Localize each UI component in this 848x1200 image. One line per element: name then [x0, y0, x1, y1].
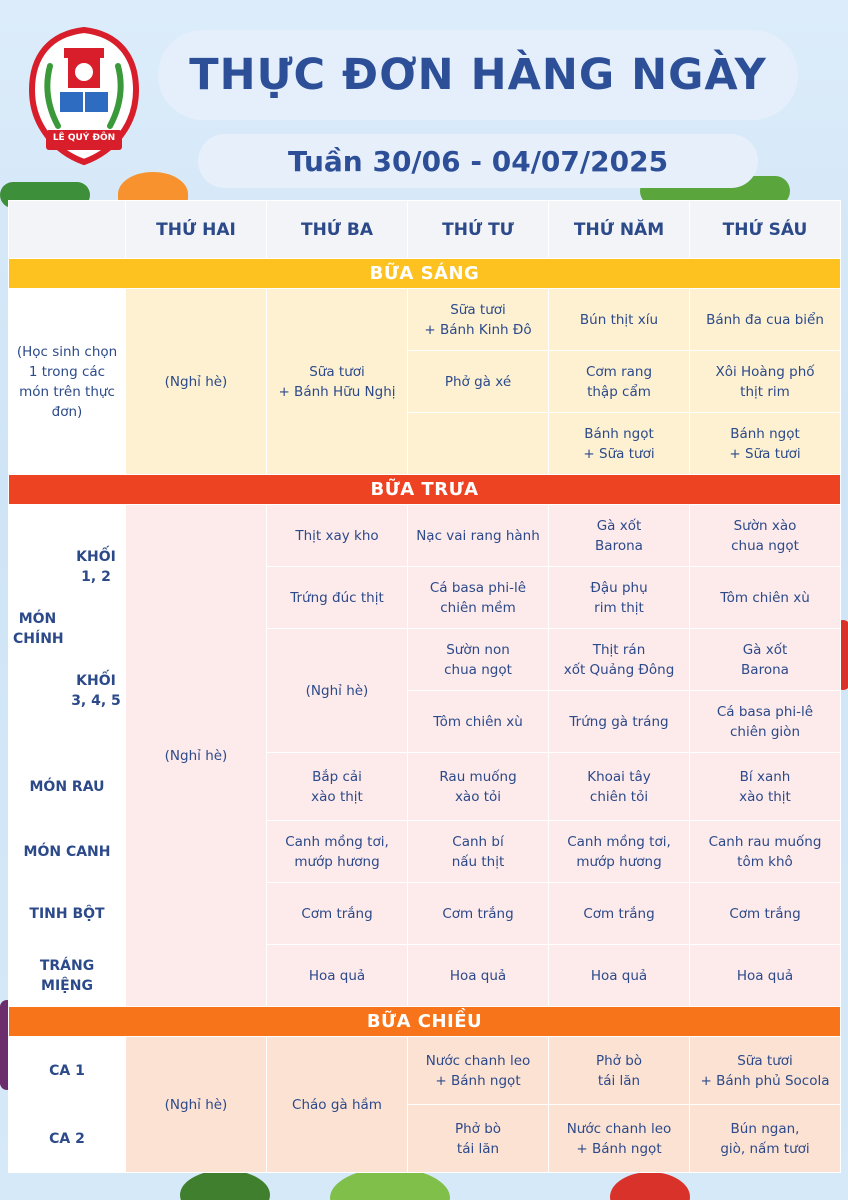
page-title: THỰC ĐƠN HÀNG NGÀY: [158, 30, 798, 120]
day-header-mon: THỨ HAI: [126, 201, 267, 259]
veg-fri-text: Bí xanh xào thịt: [739, 768, 791, 805]
afternoon-fri-2: [690, 1105, 841, 1173]
lunch-tue-2: Trứng đúc thịt: [267, 567, 408, 629]
afternoon-band: BỮA CHIỀU: [9, 1007, 841, 1037]
starch-fri: Cơm trắng: [690, 883, 841, 945]
corner-cell: [9, 201, 126, 259]
grade-345-text: KHỐI 3, 4, 5: [71, 672, 121, 709]
lunch-wed-3-text: Sườn non chua ngọt: [444, 641, 512, 678]
grade-345-label: [67, 629, 126, 753]
breakfast-tue: [267, 289, 408, 475]
afternoon-thu-1: [549, 1037, 690, 1105]
lunch-thu-3-text: Thịt rán xốt Quảng Đông: [563, 641, 675, 678]
lunch-wed-1: Nạc vai rang hành: [408, 505, 549, 567]
veg-wed-text: Rau muống xào tỏi: [439, 768, 517, 805]
afternoon-mon: (Nghỉ hè): [126, 1037, 267, 1173]
starch-label: TINH BỘT: [9, 883, 126, 945]
soup-wed-text: Canh bí nấu thịt: [451, 833, 505, 870]
week-range: Tuần 30/06 - 04/07/2025: [198, 134, 758, 188]
soup-fri: [690, 821, 841, 883]
dessert-thu: Hoa quả: [549, 945, 690, 1007]
breakfast-fri-2: [690, 351, 841, 413]
breakfast-wed-2: [408, 351, 549, 413]
lunch-thu-4: Trứng gà tráng: [549, 691, 690, 753]
breakfast-thu-2-text: Cơm rang thập cẩm: [585, 363, 653, 400]
grade-12-label: [67, 505, 126, 629]
soup-tue-text: Canh mồng tơi, mướp hương: [285, 833, 389, 870]
afternoon-thu-2-text: Nước chanh leo + Bánh ngọt: [566, 1120, 672, 1157]
dessert-label: TRÁNG MIỆNG: [9, 945, 126, 1007]
lunch-fri-1-text: Sườn xào chua ngọt: [731, 517, 799, 554]
day-header-thu: THỨ NĂM: [549, 201, 690, 259]
soup-label: MÓN CANH: [9, 821, 126, 883]
breakfast-wed-2-text: Phở gà xé: [444, 373, 512, 390]
breakfast-band: BỮA SÁNG: [9, 259, 841, 289]
starch-wed: Cơm trắng: [408, 883, 549, 945]
day-header-fri: THỨ SÁU: [690, 201, 841, 259]
afternoon-fri-1-text: Sữa tươi + Bánh phủ Socola: [700, 1052, 830, 1089]
breakfast-wed-3: [408, 413, 549, 475]
veg-fri: [690, 753, 841, 821]
lunch-tue-3: (Nghỉ hè): [267, 629, 408, 753]
veg-label: MÓN RAU: [9, 753, 126, 821]
soup-thu: [549, 821, 690, 883]
lunch-band: BỮA TRƯA: [9, 475, 841, 505]
lunch-fri-1: [690, 505, 841, 567]
lunch-thu-1: [549, 505, 690, 567]
breakfast-note: (Học sinh chọn 1 trong các món trên thực đơn): [9, 289, 126, 475]
soup-thu-text: Canh mồng tơi, mướp hương: [567, 833, 671, 870]
breakfast-thu-3: [549, 413, 690, 475]
tomato-decoration: [610, 1172, 690, 1200]
breakfast-fri-1-text: Bánh đa cua biển: [706, 311, 824, 328]
grade-12-text: KHỐI 1, 2: [76, 548, 116, 585]
shift-2-label: CA 2: [9, 1105, 126, 1173]
afternoon-wed-2-text: Phở bò tái lăn: [454, 1120, 502, 1157]
lunch-wed-2-text: Cá basa phi-lê chiên mềm: [429, 579, 527, 616]
starch-thu: Cơm trắng: [549, 883, 690, 945]
soup-fri-text: Canh rau muống tôm khô: [708, 833, 822, 870]
lunch-wed-3: [408, 629, 549, 691]
veg-tue: [267, 753, 408, 821]
logo-caption: LÊ QUÝ ĐÔN: [52, 133, 116, 143]
breakfast-wed-1: [408, 289, 549, 351]
breakfast-tue-text: Sữa tươi + Bánh Hữu Nghị: [278, 363, 396, 400]
main-dish-label: MÓN CHÍNH: [9, 505, 67, 753]
starch-tue: Cơm trắng: [267, 883, 408, 945]
afternoon-thu-1-text: Phở bò tái lăn: [595, 1052, 643, 1089]
veg-thu-text: Khoai tây chiên tỏi: [587, 768, 651, 805]
lunch-mon: (Nghỉ hè): [126, 505, 267, 1007]
afternoon-wed-1-text: Nước chanh leo + Bánh ngọt: [425, 1052, 531, 1089]
lunch-thu-3: [549, 629, 690, 691]
breakfast-mon: (Nghỉ hè): [126, 289, 267, 475]
afternoon-fri-1: [690, 1037, 841, 1105]
lunch-fri-3-text: Gà xốt Barona: [741, 641, 789, 678]
dessert-wed: Hoa quả: [408, 945, 549, 1007]
breakfast-thu-3-text: Bánh ngọt + Sữa tươi: [583, 425, 655, 462]
afternoon-tue: Cháo gà hầm: [267, 1037, 408, 1173]
lunch-wed-2: [408, 567, 549, 629]
veg-thu: [549, 753, 690, 821]
afternoon-thu-2: [549, 1105, 690, 1173]
breakfast-fri-2-text: Xôi Hoàng phố thịt rim: [715, 363, 815, 400]
day-header-tue: THỨ BA: [267, 201, 408, 259]
breakfast-thu-1-text: Bún thịt xíu: [579, 311, 659, 328]
soup-tue: [267, 821, 408, 883]
breakfast-fri-3: [690, 413, 841, 475]
menu-table: [8, 200, 841, 1173]
lunch-thu-2-text: Đậu phụ rim thịt: [590, 579, 648, 616]
breakfast-fri-3-text: Bánh ngọt + Sữa tươi: [729, 425, 801, 462]
lunch-thu-2: [549, 567, 690, 629]
lunch-fri-3: [690, 629, 841, 691]
dessert-fri: Hoa quả: [690, 945, 841, 1007]
soup-wed: [408, 821, 549, 883]
breakfast-wed-1-text: Sữa tươi + Bánh Kinh Đô: [424, 301, 532, 338]
lunch-fri-4-text: Cá basa phi-lê chiên giòn: [716, 703, 814, 740]
lunch-wed-4: Tôm chiên xù: [408, 691, 549, 753]
veg-tue-text: Bắp cải xào thịt: [311, 768, 363, 805]
breakfast-fri-1: [690, 289, 841, 351]
lunch-fri-2: Tôm chiên xù: [690, 567, 841, 629]
afternoon-fri-2-text: Bún ngan, giò, nấm tươi: [720, 1120, 810, 1157]
avocado-decoration: [180, 1170, 270, 1200]
lunch-tue-1: Thịt xay kho: [267, 505, 408, 567]
dessert-tue: Hoa quả: [267, 945, 408, 1007]
school-logo: [28, 26, 140, 166]
lunch-fri-4: [690, 691, 841, 753]
afternoon-wed-2: [408, 1105, 549, 1173]
breakfast-thu-1: [549, 289, 690, 351]
shift-1-label: CA 1: [9, 1037, 126, 1105]
veg-wed: [408, 753, 549, 821]
lunch-thu-1-text: Gà xốt Barona: [595, 517, 643, 554]
breakfast-thu-2: [549, 351, 690, 413]
afternoon-wed-1: [408, 1037, 549, 1105]
day-header-wed: THỨ TƯ: [408, 201, 549, 259]
